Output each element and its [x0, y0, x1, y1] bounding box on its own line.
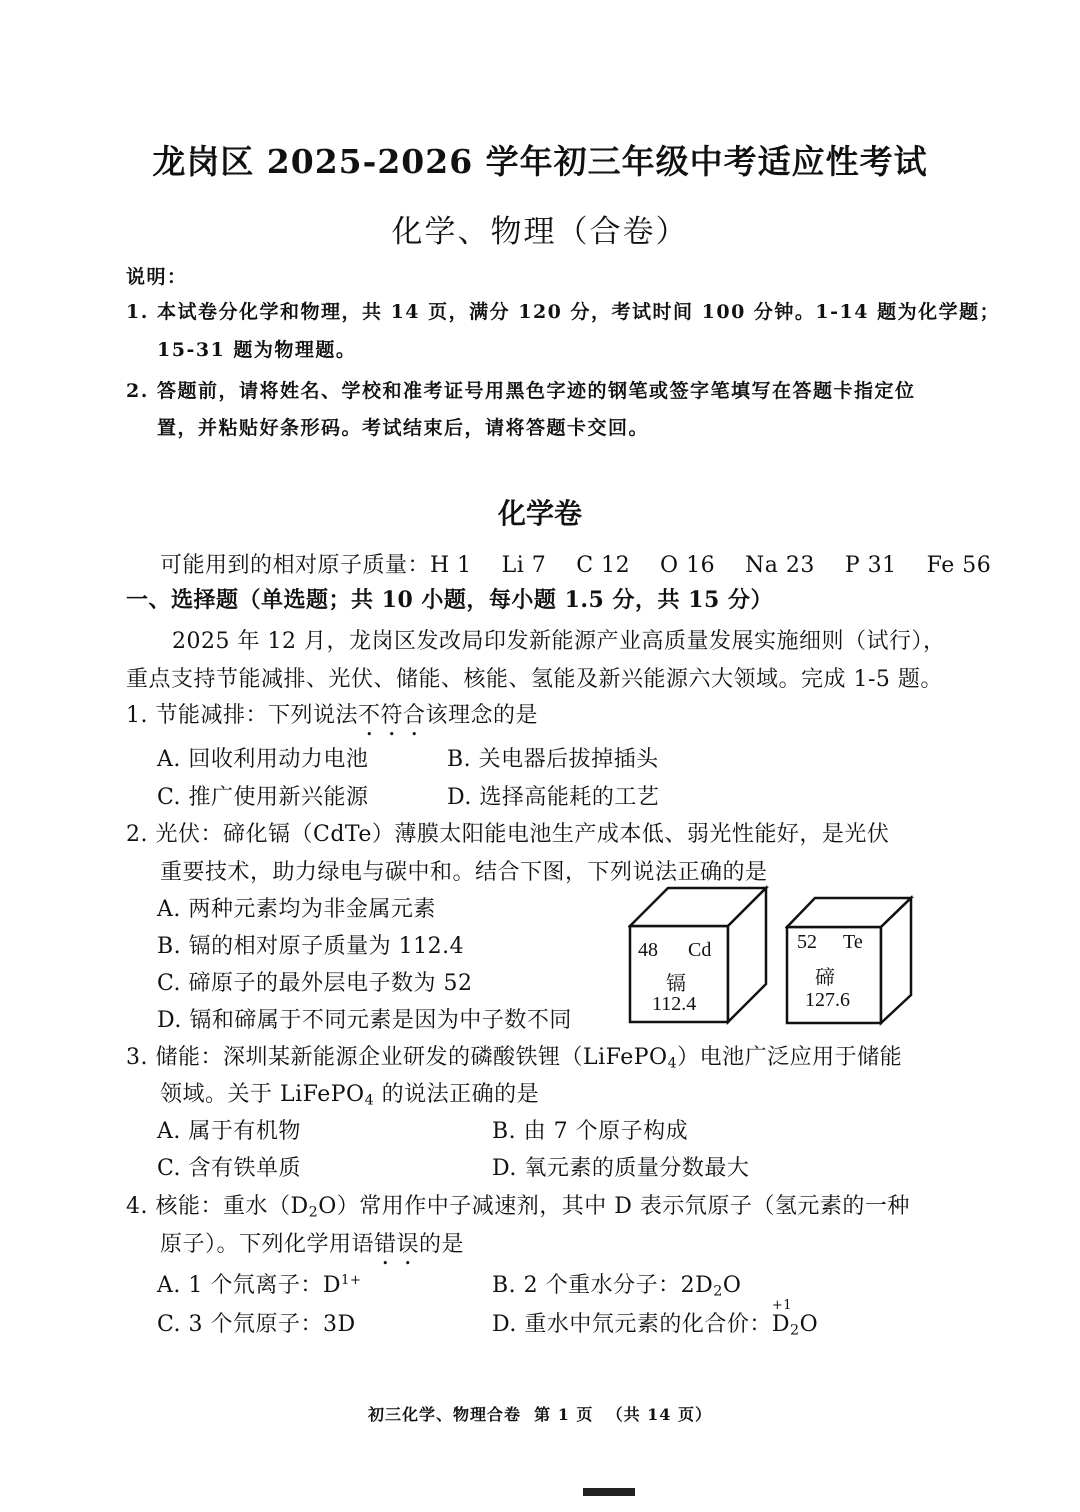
- q1-stem: [126, 698, 538, 741]
- q4-stem-line2-post: 的是: [419, 1232, 465, 1257]
- q1-stem-post: 该理念的是: [425, 703, 539, 728]
- exam-title: 龙岗区 2025-2026 学年初三年级中考适应性考试: [152, 142, 928, 181]
- q1-stem-pre: 1. 节能减排：下列说法: [126, 703, 358, 728]
- q4-option-a: [157, 1268, 361, 1299]
- q4-option-a-charge: 1+: [341, 1273, 362, 1289]
- intro-line1: 2025 年 12 月，龙岗区发改局印发新能源产业高质量发展实施细则（试行），: [172, 629, 946, 654]
- q1-option-a: A. 回收利用动力电池: [157, 747, 369, 772]
- q2-stem-line2: 重要技术，助力绿电与碳中和。结合下图，下列说法正确的是: [160, 860, 768, 885]
- q1-stem-emphasis: 不符合: [357, 703, 426, 728]
- q4-stem-line1: [126, 1189, 910, 1220]
- q3-stem-line2-sub: 4: [364, 1092, 375, 1109]
- q4-option-d-text: D. 重水中氘元素的化合价：: [492, 1312, 772, 1337]
- q1-option-b: B. 关电器后拔掉插头: [447, 747, 659, 772]
- page-footer: 初三化学、物理合卷 第 1 页 （共 14 页）: [368, 1405, 712, 1424]
- q4-option-d-post: O: [799, 1312, 819, 1337]
- q3-stem-line1-pre: 3. 储能：深圳某新能源企业研发的磷酸铁锂（LiFePO: [126, 1045, 668, 1070]
- q2-option-b: B. 镉的相对原子质量为 112.4: [157, 934, 465, 959]
- te-atomic-number: 52: [797, 931, 817, 953]
- q2-option-c: C. 碲原子的最外层电子数为 52: [157, 971, 473, 996]
- te-symbol: Te: [843, 931, 863, 953]
- q4-stem-line2-pre: 原子）。下列化学用语: [160, 1232, 375, 1257]
- instructions-label: 说明：: [126, 266, 188, 288]
- cd-atomic-number: 48: [638, 939, 658, 961]
- q4-option-b-text: B. 2 个重水分子：2D: [492, 1273, 714, 1298]
- q4-stem-line1-pre: 4. 核能：重水（D: [126, 1194, 309, 1219]
- q3-stem-line2-pre: 领域。关于 LiFePO: [160, 1082, 365, 1107]
- intro-line2: 重点支持节能减排、光伏、储能、核能、氢能及新兴能源六大领域。完成 1-5 题。: [126, 667, 943, 692]
- q3-option-b: B. 由 7 个原子构成: [492, 1119, 689, 1144]
- q4-option-b: [492, 1268, 741, 1299]
- q3-option-d: D. 氧元素的质量分数最大: [492, 1156, 750, 1181]
- q2-option-d: D. 镉和碲属于不同元素是因为中子数不同: [157, 1008, 572, 1033]
- instruction-1-line1: 1. 本试卷分化学和物理，共 14 页，满分 120 分，考试时间 100 分钟。1-14 题为化学题；: [126, 301, 1001, 323]
- instruction-2-line1: 2. 答题前，请将姓名、学校和准考证号用黑色字迹的钢笔或签字笔填写在答题卡指定位: [126, 380, 916, 402]
- cd-atomic-mass: 112.4: [652, 993, 697, 1015]
- te-element-card: [785, 895, 915, 1027]
- q4-option-d-sub: 2: [789, 1322, 800, 1339]
- q3-option-a: A. 属于有机物: [157, 1119, 301, 1144]
- q4-option-b-post: O: [722, 1273, 742, 1298]
- q4-stem-line2: [160, 1227, 464, 1270]
- chem-heading: 化学卷: [497, 497, 582, 530]
- q4-option-d: [492, 1298, 819, 1339]
- cd-element-card: [628, 885, 770, 1025]
- q3-option-c: C. 含有铁单质: [157, 1156, 302, 1181]
- q4-option-a-text: A. 1 个氘离子：D: [157, 1273, 342, 1298]
- q3-stem-line2-post: 的说法正确的是: [374, 1082, 540, 1107]
- q4-option-d-symbol: [771, 1298, 793, 1337]
- instruction-2-line2: 置，并粘贴好条形码。考试结束后，请将答题卡交回。: [157, 417, 650, 439]
- te-atomic-mass: 127.6: [805, 989, 850, 1011]
- q1-option-d: D. 选择高能耗的工艺: [447, 785, 660, 810]
- instruction-1-line2: 15-31 题为物理题。: [157, 339, 357, 361]
- q4-option-b-sub: 2: [713, 1283, 723, 1300]
- exam-subtitle: 化学、物理（合卷）: [391, 214, 689, 250]
- q4-option-c: C. 3 个氘原子：3D: [157, 1312, 356, 1337]
- q4-option-d-valence: +1: [771, 1298, 793, 1313]
- q3-stem-line1-sub: 4: [667, 1055, 678, 1072]
- q2-option-a: A. 两种元素均为非金属元素: [157, 897, 436, 922]
- q4-option-d-d: D: [771, 1312, 790, 1337]
- cd-symbol: Cd: [688, 939, 712, 961]
- page-edge-mark: [583, 1488, 635, 1496]
- q3-stem-line1-post: ）电池广泛应用于储能: [677, 1045, 903, 1070]
- q4-stem-line1-sub: 2: [308, 1204, 319, 1221]
- q4-stem-line1-post: O）常用作中子减速剂，其中 D 表示氘原子（氢元素的一种: [318, 1194, 910, 1219]
- atomic-masses: 可能用到的相对原子质量：H 1 Li 7 C 12 O 16 Na 23 P 31 Fe 56: [160, 553, 992, 578]
- te-name: 碲: [815, 967, 835, 989]
- q1-option-c: C. 推广使用新兴能源: [157, 785, 369, 810]
- q3-stem-line2: [160, 1077, 539, 1108]
- section-1-heading: 一、选择题（单选题；共 10 小题，每小题 1.5 分，共 15 分）: [126, 587, 773, 613]
- q3-stem-line1: [126, 1040, 902, 1071]
- q4-stem-emphasis: 错误: [374, 1232, 420, 1257]
- q2-stem-line1: 2. 光伏：碲化镉（CdTe）薄膜太阳能电池生产成本低、弱光性能好，是光伏: [126, 822, 890, 847]
- cd-name: 镉: [666, 973, 686, 995]
